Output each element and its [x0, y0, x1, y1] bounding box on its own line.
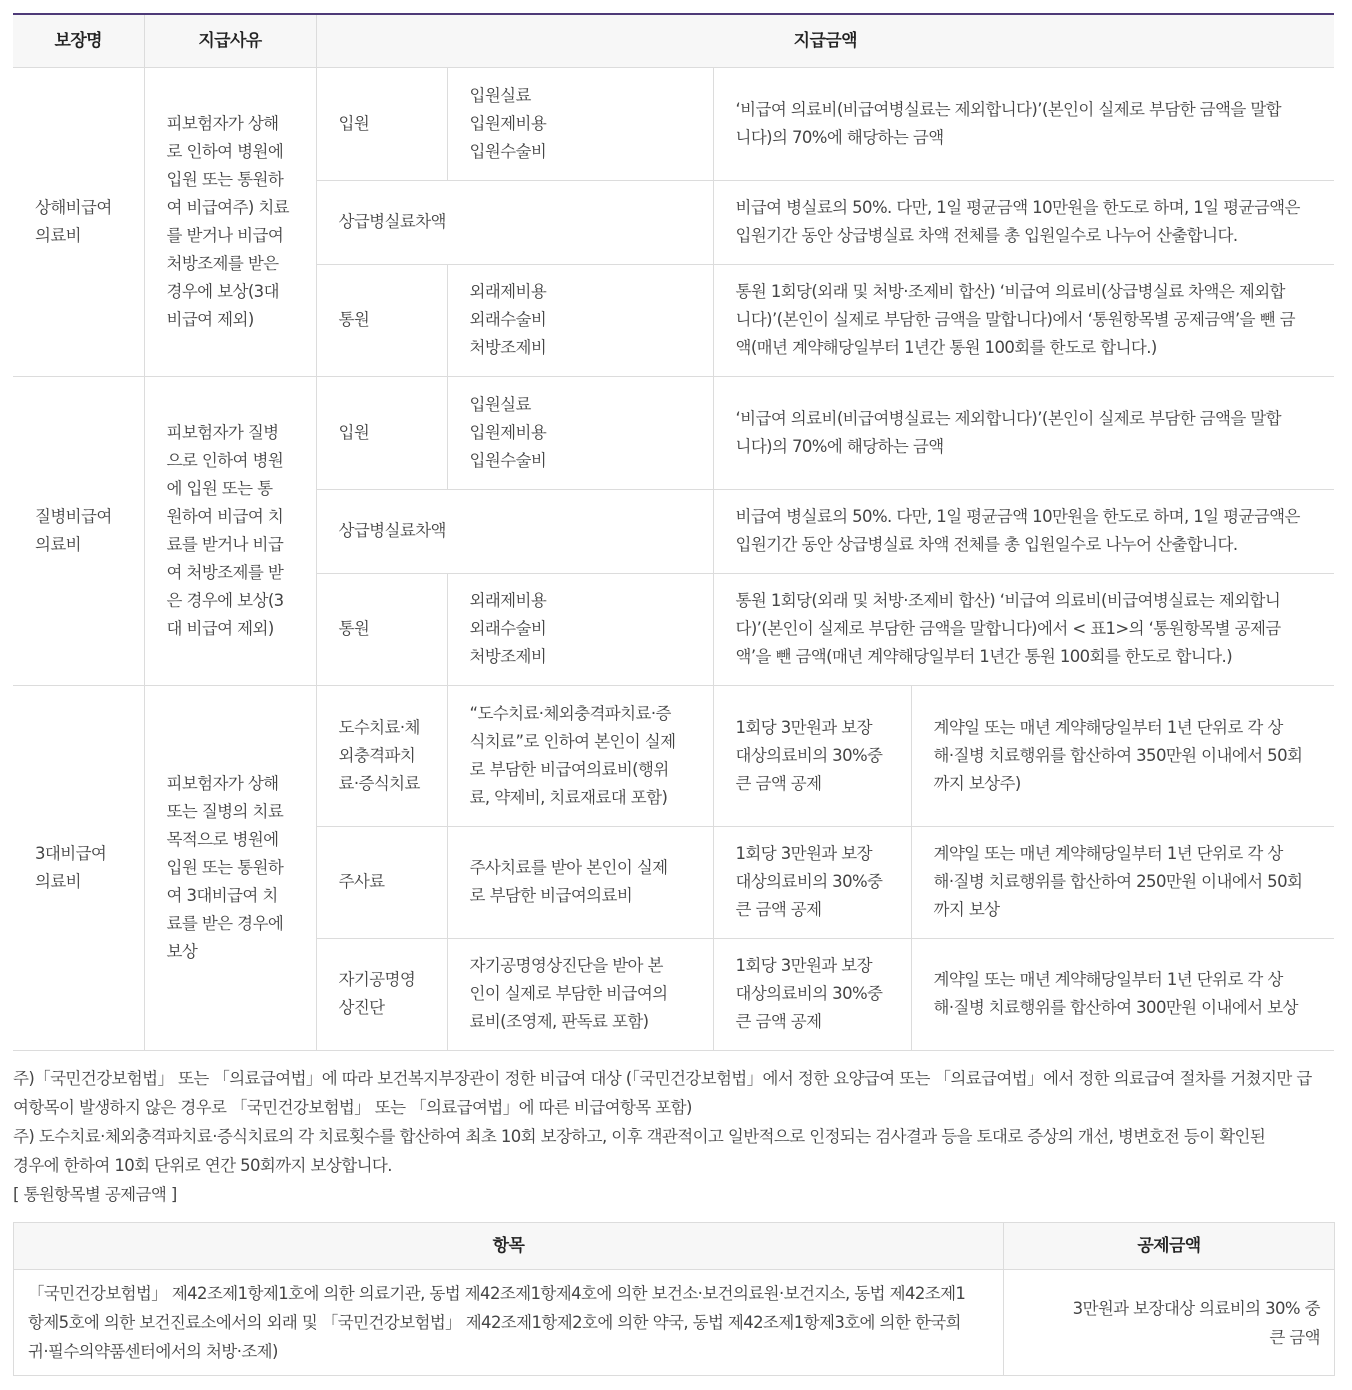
coverage-name: 3대비급여 의료비 [13, 685, 144, 1050]
coverage-table [13, 13, 1334, 1051]
row-amount: ‘비급여 의료비(비급여병실료는 제외합니다)’(본인이 실제로 부담한 금액을 말합 니다)의 70%에 해당하는 금액 [713, 67, 1334, 180]
row-items: 외래제비용 외래수술비 처방조제비 [447, 264, 713, 376]
coverage-name: 질병비급여 의료비 [13, 376, 144, 685]
row-description: 자기공명영상진단을 받아 본 인이 실제로 부담한 비급여의 료비(조영제, 판독료 포함) [447, 938, 713, 1050]
row-limit: 계약일 또는 매년 계약해당일부터 1년 단위로 각 상 해·질병 치료행위를 합산하여 300만원 이내에서 보상 [911, 938, 1334, 1050]
row-label: 상급병실료차액 [316, 489, 713, 573]
row-items: 입원실료 입원제비용 입원수술비 [447, 67, 713, 180]
table-row [14, 1270, 1335, 1376]
row-amount: 비급여 병실료의 50%. 다만, 1일 평균금액 10만원을 한도로 하며, 1일 평균금액은 입원기간 동안 상급병실료 차액 전체를 총 입원일수로 나누어 산출합니다. [713, 180, 1334, 264]
row-label: 자기공명영 상진단 [316, 938, 447, 1050]
payment-reason: 피보험자가 상해 또는 질병의 치료 목적으로 병원에 입원 또는 통원하 여 3대비급여 치 료를 받은 경우에 보상 [144, 685, 316, 1050]
row-label: 통원 [316, 264, 447, 376]
row-label: 상급병실료차액 [316, 180, 713, 264]
row-items: 외래제비용 외래수술비 처방조제비 [447, 573, 713, 685]
row-description: 주사치료를 받아 본인이 실제 로 부담한 비급여의료비 [447, 826, 713, 938]
payment-reason: 피보험자가 상해 로 인하여 병원에 입원 또는 통원하 여 비급여주) 치료 를 받거나 비급여 처방조제를 받은 경우에 보상(3대 비급여 제외) [144, 67, 316, 376]
deduction-item: 「국민건강보험법」 제42조제1항제1호에 의한 의료기관, 동법 제42조제1항제4호에 의한 보건소·보건의료원·보건지소, 동법 제42조제1 항제5호에 의한 보건진료소에서의 외래 및 「국민건강보험법」 제42조제1항제2호에 의한 약국, 동법 제42조제1항제3호에 의한 한국희 귀·필수의약품센터에서의 처방·조제) [14, 1270, 1004, 1376]
row-limit: 계약일 또는 매년 계약해당일부터 1년 단위로 각 상 해·질병 치료행위를 합산하여 250만원 이내에서 50회 까지 보상 [911, 826, 1334, 938]
header-amount: 지급금액 [316, 14, 1334, 67]
row-items: 입원실료 입원제비용 입원수술비 [447, 376, 713, 489]
row-label: 주사료 [316, 826, 447, 938]
row-label: 도수치료·체 외충격파치 료·증식치료 [316, 685, 447, 826]
row-description: “도수치료·체외충격파치료·증 식치료”로 인하여 본인이 실제 로 부담한 비급여의료비(행위 료, 약제비, 치료재료대 포함) [447, 685, 713, 826]
subtable-title: [ 통원항목별 공제금액 ] [13, 1185, 177, 1204]
row-deduction: 1회당 3만원과 보장 대상의료비의 30%중 큰 금액 공제 [713, 685, 911, 826]
footnote-line: 주)「국민건강보험법」 또는 「의료급여법」에 따라 보건복지부장관이 정한 비급여 대상 (「국민건강보험법」에서 정한 요양급여 또는 「의료급여법」에서 정한 의료급여 절차를 거쳤지만 급 [13, 1069, 1312, 1088]
header-name: 보장명 [13, 14, 144, 67]
header-reason: 지급사유 [144, 14, 316, 67]
row-label: 입원 [316, 67, 447, 180]
header-item: 항목 [14, 1223, 1004, 1270]
payment-reason: 피보험자가 질병 으로 인하여 병원 에 입원 또는 통 원하여 비급여 치 료를 받거나 비급 여 처방조제를 받 은 경우에 보상(3 대 비급여 제외) [144, 376, 316, 685]
table-row [13, 376, 1334, 489]
deduction-amount: 3만원과 보장대상 의료비의 30% 중 큰 금액 [1004, 1270, 1335, 1376]
row-limit: 계약일 또는 매년 계약해당일부터 1년 단위로 각 상 해·질병 치료행위를 합산하여 350만원 이내에서 50회 까지 보상주) [911, 685, 1334, 826]
row-deduction: 1회당 3만원과 보장 대상의료비의 30%중 큰 금액 공제 [713, 826, 911, 938]
table-row [13, 685, 1334, 826]
header-deduct-amount: 공제금액 [1004, 1223, 1335, 1270]
row-deduction: 1회당 3만원과 보장 대상의료비의 30%중 큰 금액 공제 [713, 938, 911, 1050]
footnote-line: 경우에 한하여 10회 단위로 연간 50회까지 보상합니다. [13, 1156, 392, 1175]
footnote-line: 여항목이 발생하지 않은 경우로 「국민건강보험법」 또는 「의료급여법」에 따른 비급여항목 포함) [13, 1098, 692, 1117]
row-label: 입원 [316, 376, 447, 489]
row-amount: ‘비급여 의료비(비급여병실료는 제외합니다)’(본인이 실제로 부담한 금액을 말합 니다)의 70%에 해당하는 금액 [713, 376, 1334, 489]
row-amount: 통원 1회당(외래 및 처방·조제비 합산) ‘비급여 의료비(비급여병실료는 제외합니 다)’(본인이 실제로 부담한 금액을 말합니다)에서 < 표1>의 ‘통원항목별 공제금 액’을 뺀 금액(매년 계약해당일부터 1년간 통원 100회를 한도로 합니다.) [713, 573, 1334, 685]
row-amount: 통원 1회당(외래 및 처방·조제비 합산) ‘비급여 의료비(상급병실료 차액은 제외합 니다)’(본인이 실제로 부담한 금액을 말합니다)에서 ‘통원항목별 공제금액’을 뺀 금 액(매년 계약해당일부터 1년간 통원 100회를 한도로 합니다.) [713, 264, 1334, 376]
coverage-name: 상해비급여 의료비 [13, 67, 144, 376]
footnote-line: 주) 도수치료·체외충격파치료·증식치료의 각 치료횟수를 합산하여 최초 10회 보장하고, 이후 객관적이고 일반적으로 인정되는 검사결과 등을 토대로 증상의 개선, 병변호전 등이 확인된 [13, 1127, 1266, 1146]
row-label: 통원 [316, 573, 447, 685]
row-amount: 비급여 병실료의 50%. 다만, 1일 평균금액 10만원을 한도로 하며, 1일 평균금액은 입원기간 동안 상급병실료 차액 전체를 총 입원일수로 나누어 산출합니다. [713, 489, 1334, 573]
footnotes [13, 1064, 1334, 1209]
table-row [13, 67, 1334, 180]
deduction-table [13, 1222, 1335, 1376]
